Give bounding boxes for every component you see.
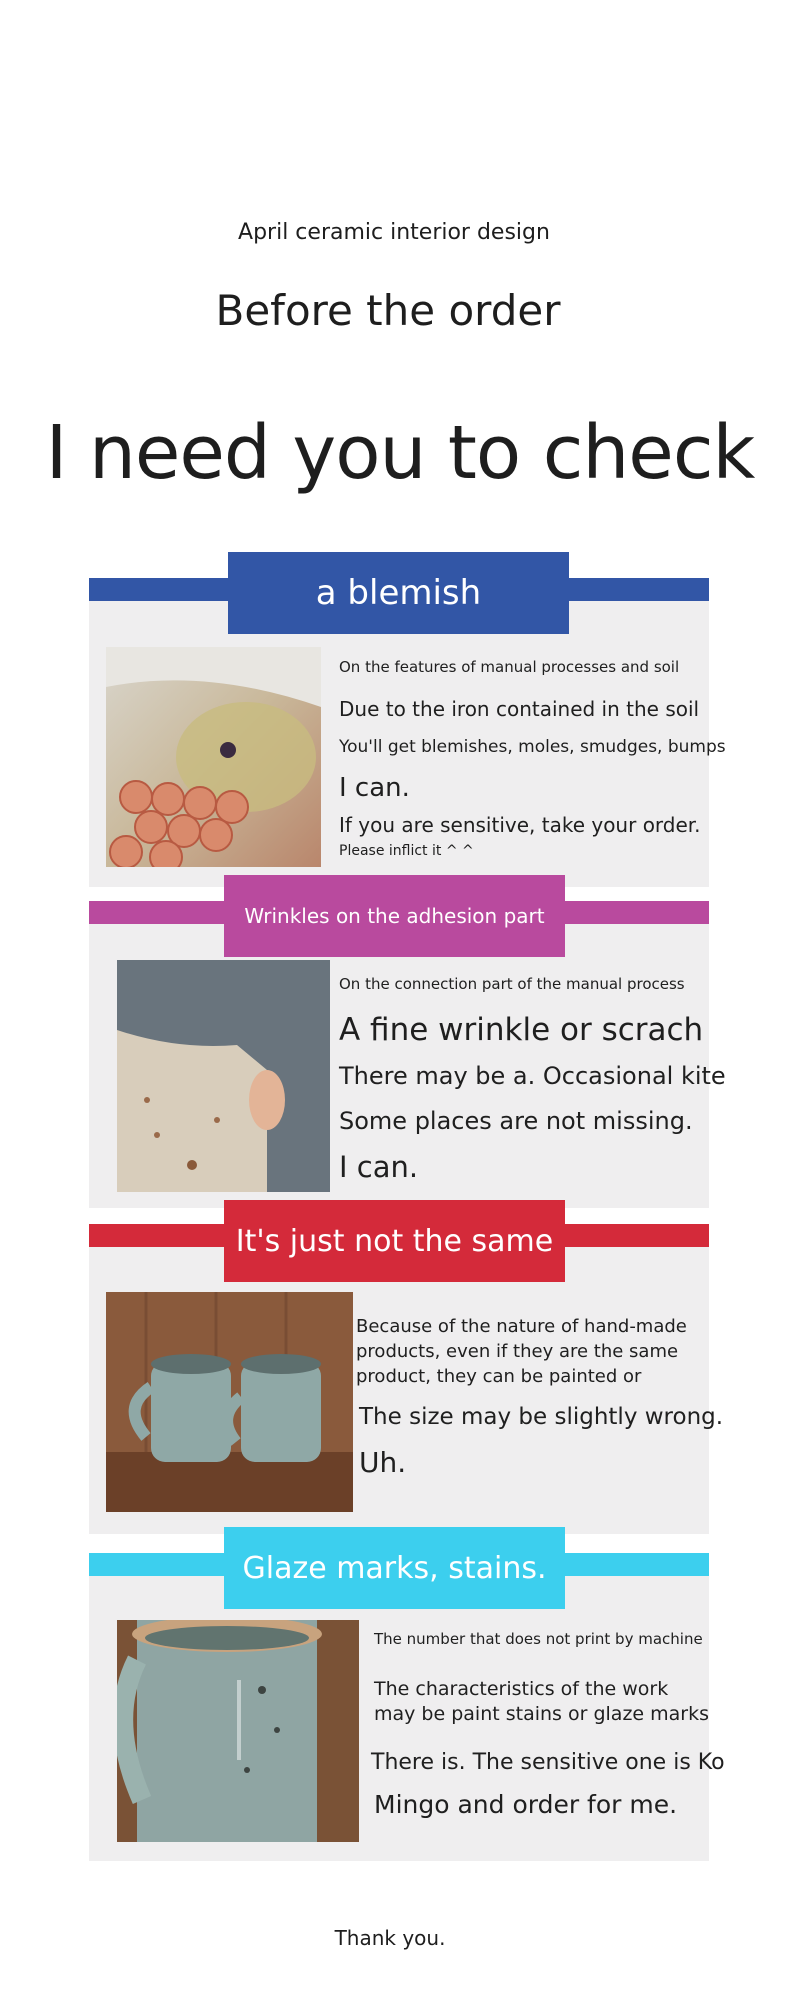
thank-you-text: Thank you. — [334, 1926, 446, 1950]
section-text-line: On the connection part of the manual process — [339, 975, 685, 993]
section-text-line: Mingo and order for me. — [374, 1790, 678, 1819]
section-text-line: Because of the nature of hand-made — [356, 1316, 687, 1337]
section-text-line: Some places are not missing. — [339, 1107, 693, 1135]
section-tab — [228, 552, 569, 634]
section-text-line: I can. — [339, 773, 410, 803]
page-title: I need you to check — [45, 410, 755, 496]
section-text-line: I can. — [339, 1150, 419, 1184]
section-text-line: On the features of manual processes and soil — [339, 658, 680, 676]
glaze-blemish-photo — [106, 647, 321, 867]
brand-subtitle: April ceramic interior design — [238, 220, 550, 245]
section-text-line: may be paint stains or glaze marks — [374, 1703, 710, 1725]
section-text-line: There is. The sensitive one is Ko — [371, 1750, 725, 1775]
section-text-line: The size may be slightly wrong. — [359, 1404, 724, 1430]
celadon-mug-photo — [117, 1620, 359, 1842]
section-tab — [224, 875, 565, 957]
section-text-line: products, even if they are the same — [356, 1341, 679, 1362]
section-text-line: There may be a. Occasional kite — [339, 1062, 726, 1090]
section-text-line: Please inflict it ^ ^ — [339, 843, 474, 859]
section-text-line: product, they can be painted or — [356, 1366, 642, 1387]
section-tab-label: Wrinkles on the adhesion part — [244, 904, 545, 928]
section-tab-label: Glaze marks, stains. — [242, 1550, 547, 1586]
section-tab-label: It's just not the same — [235, 1223, 554, 1259]
section-tab — [224, 1527, 565, 1609]
section-text-line: The characteristics of the work — [374, 1678, 669, 1700]
section-text-line: Due to the iron contained in the soil — [339, 697, 700, 721]
section-tab-label: a blemish — [315, 573, 482, 613]
section-text-line: The number that does not print by machine — [374, 1630, 703, 1648]
section-text-line: Uh. — [359, 1446, 407, 1479]
section-tab — [224, 1200, 565, 1282]
handle-joint-photo — [117, 960, 330, 1192]
section-text-line: If you are sensitive, take your order. — [339, 813, 701, 837]
section-text-line: A fine wrinkle or scrach — [339, 1012, 704, 1048]
section-text-line: You'll get blemishes, moles, smudges, bumps — [339, 737, 726, 757]
two-mugs-photo — [106, 1292, 353, 1512]
page-heading: Before the order — [215, 286, 561, 335]
